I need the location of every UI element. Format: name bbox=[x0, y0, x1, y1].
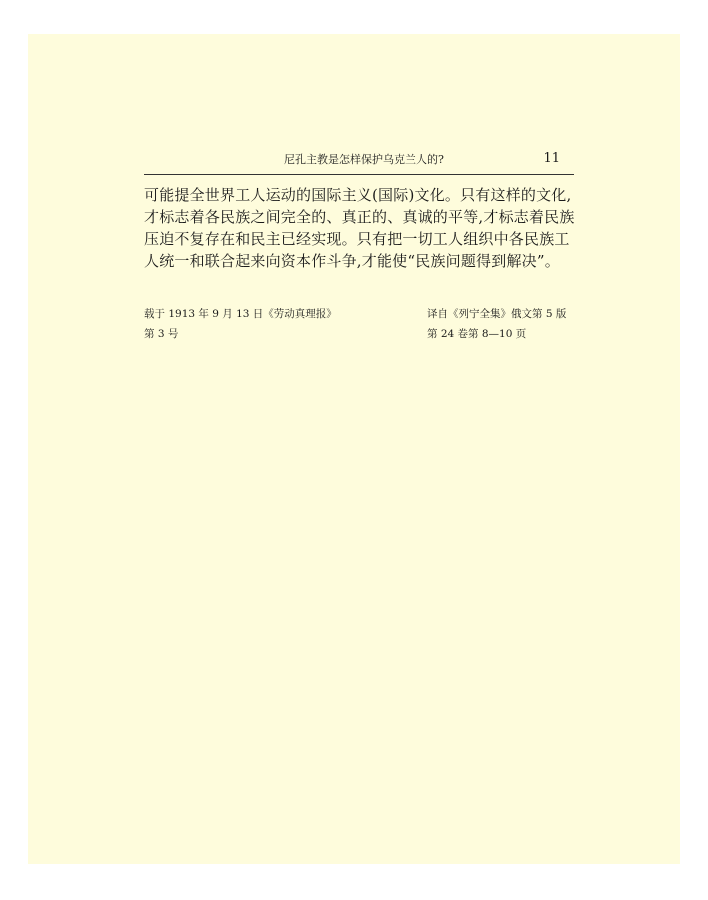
publication-note bbox=[144, 304, 337, 344]
publication-note-line: 第 3 号 bbox=[144, 328, 179, 340]
body-paragraph bbox=[144, 184, 576, 272]
paragraph-line: 可能提全世界工人运动的国际主义(国际)文化。只有这样的文化, bbox=[144, 186, 572, 204]
translation-source-line: 第 24 卷第 8—10 页 bbox=[427, 328, 527, 340]
paragraph-line: 压迫不复存在和民主已经实现。只有把一切工人组织中各民族工 bbox=[144, 230, 570, 248]
page-number: 11 bbox=[543, 151, 560, 166]
translation-source-line: 译自《列宁全集》俄文第 5 版 bbox=[427, 308, 567, 320]
running-header bbox=[144, 152, 574, 175]
paragraph-line: 才标志着各民族之间完全的、真正的、真诚的平等,才标志着民族 bbox=[144, 208, 575, 226]
translation-source-note bbox=[427, 304, 566, 344]
book-page bbox=[28, 34, 680, 864]
running-title: 尼孔主教是怎样保护乌克兰人的? bbox=[284, 153, 444, 166]
publication-note-line: 载于 1913 年 9 月 13 日《劳动真理报》 bbox=[144, 308, 337, 320]
paragraph-line: 人统一和联合起来向资本作斗争,才能使“民族问题得到解决”。 bbox=[144, 252, 560, 270]
